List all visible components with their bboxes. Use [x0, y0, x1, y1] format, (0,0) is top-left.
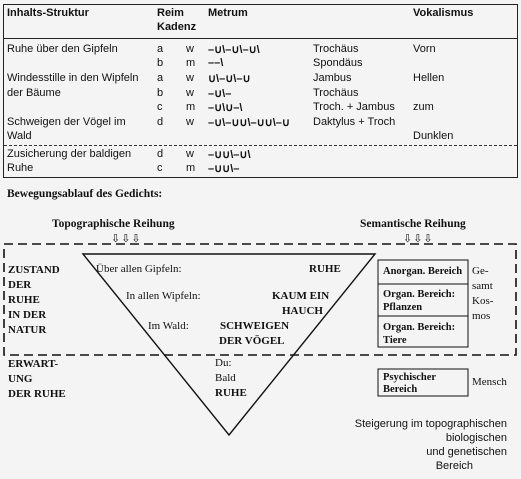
row-reim: d: [157, 116, 164, 128]
row-metrum: –∪\–∪\–∪\: [208, 44, 260, 56]
row-kadenz: w: [186, 87, 194, 99]
row-metrum: –∪∪\–: [208, 163, 240, 175]
box-organ-pflanzen: Organ. Bereich:: [383, 289, 456, 300]
row-text: Ruhe: [7, 162, 34, 174]
row-reim: b: [157, 57, 164, 69]
row-vokal: Vorn: [413, 43, 436, 55]
row-reim: d: [157, 148, 164, 160]
triangle-line-2: In allen Wipfeln:: [126, 290, 201, 302]
row-reim: b: [157, 87, 164, 99]
zustand-label: NATUR: [8, 324, 47, 336]
row-kadenz: w: [186, 116, 194, 128]
triangle-line-3: Im Wald:: [148, 320, 189, 332]
row-metrum: –∪\∪–\: [208, 102, 243, 114]
header-inhalts-struktur: Inhalts-Struktur: [7, 7, 89, 19]
row-kadenz: w: [186, 148, 194, 160]
zustand-label: ZUSTAND: [8, 264, 60, 276]
row-fuss: Jambus: [313, 72, 352, 84]
gesamt-kosmos-label: samt: [472, 280, 493, 292]
header-metrum: Metrum: [208, 7, 248, 19]
erwartung-label: DER RUHE: [8, 388, 66, 400]
box-psychisch: Psychischer: [383, 372, 437, 383]
row-kadenz: w: [186, 43, 194, 55]
steigerung-text: und genetischen: [426, 446, 507, 458]
row-reim: a: [157, 43, 164, 55]
erwartung-label: ERWART-: [8, 358, 59, 370]
gesamt-kosmos-label: Kos-: [472, 295, 494, 307]
mensch-label: Mensch: [472, 376, 507, 388]
row-metrum: –∪\–∪∪\–∪∪\–∪: [208, 117, 290, 129]
bewegung-title: Bewegungsablauf des Gedichts:: [7, 188, 163, 200]
sem-title: Semantische Reihung: [360, 218, 466, 230]
box-organ-pflanzen: Pflanzen: [383, 302, 423, 313]
box-anorgan: Anorgan. Bereich: [383, 266, 463, 277]
row-text: Schweigen der Vögel im: [7, 116, 126, 128]
row-text: Windesstille in den Wipfeln: [7, 72, 139, 84]
row-fuss: Troch. + Jambus: [313, 101, 395, 113]
header-kadenz: Kadenz: [157, 21, 197, 33]
triangle-bald: Bald: [215, 372, 236, 384]
box-organ-tiere: Tiere: [383, 335, 407, 346]
row-fuss: Daktylus + Troch: [313, 116, 396, 128]
steigerung-text: Steigerung im topographischen: [354, 418, 507, 430]
row-text: Zusicherung der baldigen: [7, 148, 132, 160]
row-fuss: Trochäus: [313, 43, 359, 55]
row-metrum: –∪∪\–∪\: [208, 149, 251, 161]
gesamt-kosmos-label: mos: [472, 310, 491, 322]
header-vokalismus: Vokalismus: [413, 7, 474, 19]
zustand-label: IN DER: [8, 309, 47, 321]
triangle-der-voegel: DER VÖGEL: [219, 335, 285, 347]
row-kadenz: m: [186, 57, 196, 69]
triangle-du: Du:: [215, 357, 232, 369]
steigerung-text: biologischen: [445, 432, 507, 444]
steigerung-text: Bereich: [435, 460, 473, 472]
row-metrum: –∪\–: [208, 88, 232, 100]
zustand-label: RUHE: [8, 294, 40, 306]
row-vokal: Dunklen: [413, 130, 454, 142]
erwartung-label: UNG: [8, 373, 33, 385]
row-metrum: ∪\–∪\–∪: [208, 73, 251, 85]
topo-title: Topographische Reihung: [52, 218, 175, 230]
row-reim: a: [157, 72, 164, 84]
row-fuss: Trochäus: [313, 87, 359, 99]
box-psychisch: Bereich: [383, 384, 418, 395]
triangle-ruhe-final: RUHE: [215, 387, 247, 399]
sem-arrows: ⇩⇩⇩: [403, 233, 434, 245]
row-text: der Bäume: [7, 87, 61, 99]
row-reim: c: [157, 101, 163, 113]
row-text: Wald: [7, 130, 32, 142]
triangle-ruhe: RUHE: [309, 263, 341, 275]
row-metrum: ––\: [208, 57, 224, 69]
gesamt-kosmos-label: Ge-: [472, 265, 489, 277]
box-organ-tiere: Organ. Bereich:: [383, 322, 456, 333]
row-text: Ruhe über den Gipfeln: [7, 43, 118, 55]
topo-arrows: ⇩⇩⇩: [111, 233, 142, 245]
triangle-kaum-ein: KAUM EIN: [272, 290, 330, 302]
triangle-line-1: Über allen Gipfeln:: [96, 263, 182, 275]
triangle-schweigen: SCHWEIGEN: [220, 320, 290, 332]
row-vokal: zum: [413, 101, 434, 113]
zustand-label: DER: [8, 279, 32, 291]
row-reim: c: [157, 162, 163, 174]
row-kadenz: m: [186, 101, 196, 113]
row-kadenz: w: [186, 72, 194, 84]
row-fuss: Spondäus: [313, 57, 363, 69]
row-vokal: Hellen: [413, 72, 445, 84]
triangle-hauch: HAUCH: [282, 305, 323, 317]
row-kadenz: m: [186, 162, 196, 174]
header-reim: Reim: [157, 7, 184, 19]
